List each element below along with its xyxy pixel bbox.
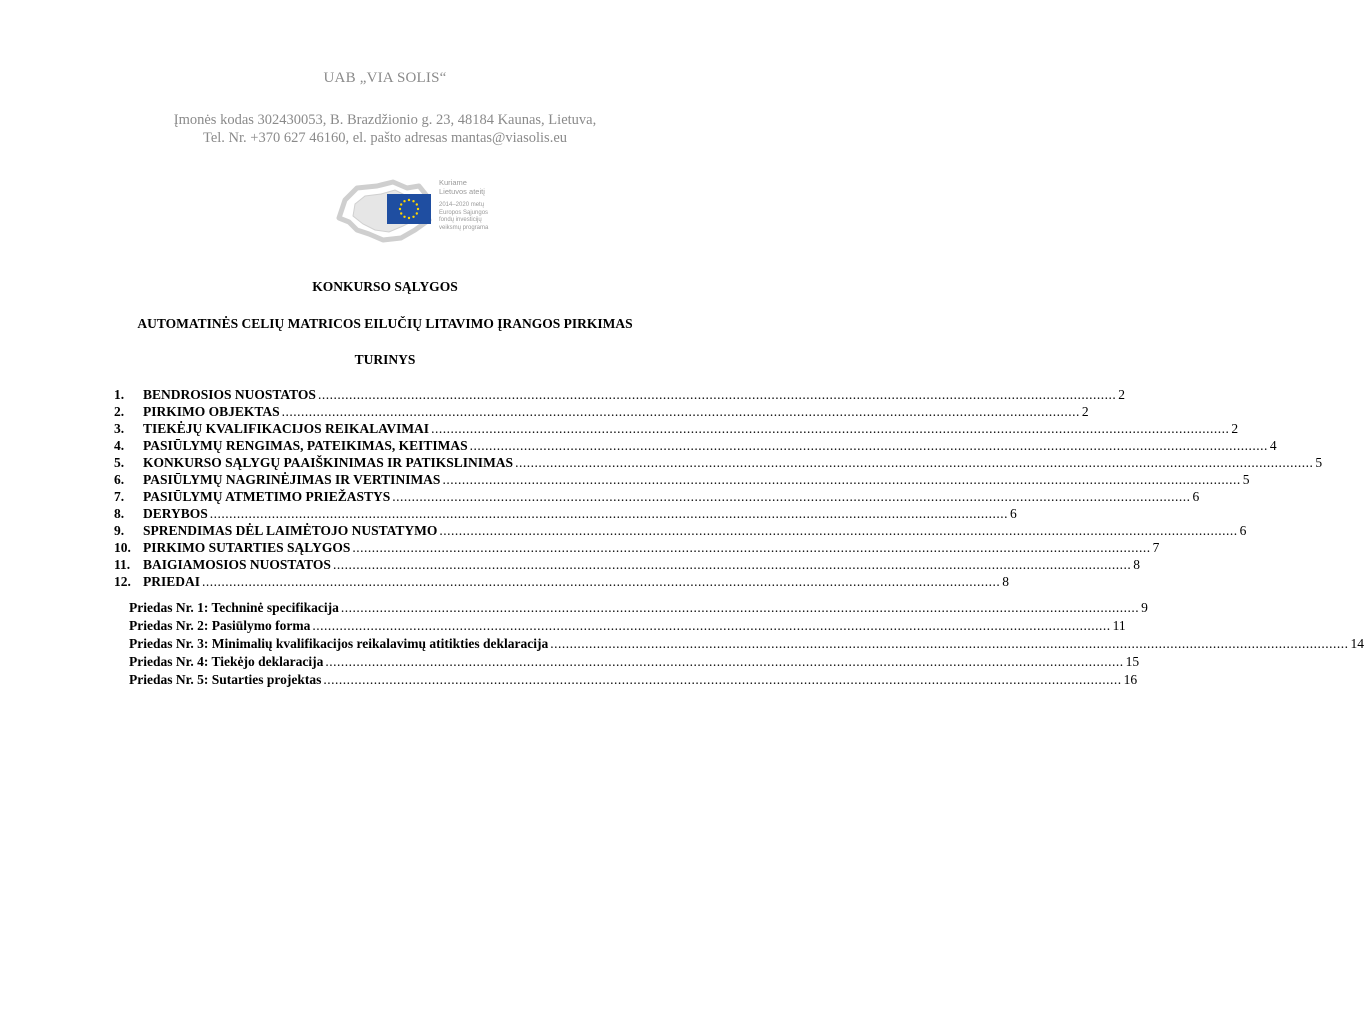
- toc-page: 6: [1192, 489, 1200, 504]
- toc-entry-5[interactable]: [114, 455, 1323, 472]
- toc-leader: ..............................................................................................................................................................................................................: [431, 421, 1230, 436]
- toc-leader: ..............................................................................................................................................................................................................: [209, 506, 1009, 521]
- toc-page: 16: [1123, 672, 1138, 687]
- toc-title: BAIGIAMOSIOS NUOSTATOS: [143, 557, 331, 572]
- toc-number: 2.: [114, 404, 125, 419]
- toc-entry-12[interactable]: [114, 574, 1010, 591]
- logo-caption: [439, 178, 488, 232]
- toc-page: 5: [1315, 455, 1323, 470]
- logo-line: Kuriame: [439, 178, 467, 187]
- toc-page: 11: [1112, 618, 1126, 633]
- company-name: UAB „VIA SOLIS“: [323, 70, 447, 86]
- toc-entry-8[interactable]: [114, 506, 1017, 523]
- logo-line: veiksmų programa: [439, 224, 489, 231]
- toc-page: 14: [1350, 636, 1364, 651]
- toc-page: 2: [1231, 421, 1239, 436]
- toc-title: BENDROSIOS NUOSTATOS: [143, 387, 316, 402]
- toc-annex-4[interactable]: [129, 654, 1140, 671]
- toc-leader: ..............................................................................................................................................................................................................: [281, 404, 1080, 419]
- eu-funds-logo: [335, 178, 505, 244]
- toc-title: Priedas Nr. 3: Minimalių kvalifikacijos reikalavimų atitikties deklaracija: [129, 636, 549, 651]
- company-contacts: Tel. Nr. +370 627 46160, el. pašto adresas mantas@viasolis.eu: [202, 130, 568, 146]
- toc-leader: ..............................................................................................................................................................................................................: [550, 636, 1349, 651]
- toc-number: 3.: [114, 421, 125, 436]
- toc-number: 9.: [114, 523, 125, 538]
- toc-number: 11.: [114, 557, 131, 572]
- logo-line: fondų investicijų: [439, 217, 482, 223]
- toc-page: 8: [1133, 557, 1140, 572]
- toc-number: 10.: [114, 540, 131, 555]
- toc-title: PASIŪLYMŲ ATMETIMO PRIEŽASTYS: [143, 489, 391, 504]
- toc-leader: ..............................................................................................................................................................................................................: [202, 574, 1001, 589]
- toc-leader: ..............................................................................................................................................................................................................: [469, 438, 1268, 453]
- toc-title: PIRKIMO SUTARTIES SĄLYGOS: [143, 540, 351, 555]
- toc-title: PIRKIMO OBJEKTAS: [143, 404, 280, 419]
- toc-number: 7.: [114, 489, 125, 504]
- toc-leader: ..............................................................................................................................................................................................................: [340, 600, 1140, 615]
- toc-title: DERYBOS: [143, 506, 208, 521]
- toc-leader: ..............................................................................................................................................................................................................: [392, 489, 1191, 504]
- toc-title: TIEKĖJŲ KVALIFIKACIJOS REIKALAVIMAI: [143, 421, 430, 436]
- toc-title: PRIEDAI: [143, 574, 201, 589]
- toc-title: Priedas Nr. 4: Tiekėjo deklaracija: [129, 654, 324, 669]
- toc-page: 7: [1152, 540, 1160, 555]
- toc-title: SPRENDIMAS DĖL LAIMĖTOJO NUSTATYMO: [143, 523, 438, 538]
- toc-entry-9[interactable]: [114, 523, 1247, 540]
- toc-page: 6: [1010, 506, 1017, 521]
- toc-entry-3[interactable]: [114, 421, 1239, 438]
- toc-page: 15: [1125, 654, 1140, 669]
- logo-line: 2014–2020 metų: [439, 202, 485, 208]
- toc-leader: ..............................................................................................................................................................................................................: [317, 387, 1117, 402]
- toc-number: 12.: [114, 574, 131, 589]
- toc-page: 2: [1118, 387, 1125, 402]
- toc-entry-4[interactable]: [114, 438, 1277, 455]
- toc-leader: ..............................................................................................................................................................................................................: [352, 540, 1151, 555]
- toc-page: 4: [1269, 438, 1277, 453]
- toc-page: 9: [1141, 600, 1148, 615]
- toc-heading: TURINYS: [354, 352, 416, 367]
- toc-entry-7[interactable]: [114, 489, 1200, 506]
- toc-number: 5.: [114, 455, 125, 470]
- toc-page: 5: [1242, 472, 1250, 487]
- document-title: KONKURSO SĄLYGOS: [312, 279, 458, 294]
- toc-number: 4.: [114, 438, 125, 453]
- toc-leader: ..............................................................................................................................................................................................................: [325, 654, 1124, 669]
- toc-title: Priedas Nr. 2: Pasiūlymo forma: [129, 618, 311, 633]
- toc-title: Priedas Nr. 1: Techninė specifikacija: [129, 600, 339, 615]
- toc-title: KONKURSO SĄLYGŲ PAAIŠKINIMAS IR PATIKSLINIMAS: [143, 455, 514, 470]
- toc-entry-11[interactable]: [114, 557, 1140, 574]
- toc-leader: ..............................................................................................................................................................................................................: [332, 557, 1132, 572]
- toc-title: PASIŪLYMŲ RENGIMAS, PATEIKIMAS, KEITIMAS: [143, 438, 468, 453]
- toc-leader: ..............................................................................................................................................................................................................: [323, 672, 1122, 687]
- toc-leader: ..............................................................................................................................................................................................................: [515, 455, 1314, 470]
- toc-entry-10[interactable]: [114, 540, 1160, 557]
- toc-annex-5[interactable]: [129, 672, 1138, 689]
- company-address: Įmonės kodas 302430053, B. Brazdžionio g. 23, 48184 Kaunas, Lietuva,: [173, 112, 597, 128]
- toc-title: Priedas Nr. 5: Sutarties projektas: [129, 672, 322, 687]
- toc-number: 6.: [114, 472, 125, 487]
- toc-leader: ..............................................................................................................................................................................................................: [312, 618, 1111, 633]
- toc-page: 6: [1239, 523, 1247, 538]
- toc-annex-1[interactable]: [129, 600, 1148, 617]
- toc-page: 2: [1081, 404, 1089, 419]
- toc-entry-1[interactable]: [114, 387, 1125, 404]
- toc-annex-3[interactable]: [129, 636, 1364, 653]
- toc-number: 1.: [114, 387, 125, 402]
- toc-entry-2[interactable]: [114, 404, 1089, 421]
- toc-title: PASIŪLYMŲ NAGRINĖJIMAS IR VERTINIMAS: [143, 472, 441, 487]
- logo-line: Lietuvos ateitį: [439, 187, 485, 196]
- toc-annex-2[interactable]: [129, 618, 1126, 635]
- toc-leader: ..............................................................................................................................................................................................................: [439, 523, 1238, 538]
- document-subtitle: AUTOMATINĖS CELIŲ MATRICOS EILUČIŲ LITAVIMO ĮRANGOS PIRKIMAS: [137, 316, 633, 331]
- logo-line: Europos Sąjungos: [439, 209, 489, 216]
- toc-number: 8.: [114, 506, 125, 521]
- toc-page: 8: [1002, 574, 1010, 589]
- toc-leader: ..............................................................................................................................................................................................................: [442, 472, 1241, 487]
- toc-entry-6[interactable]: [114, 472, 1250, 489]
- lithuania-map-eu-flag-icon: [335, 178, 435, 242]
